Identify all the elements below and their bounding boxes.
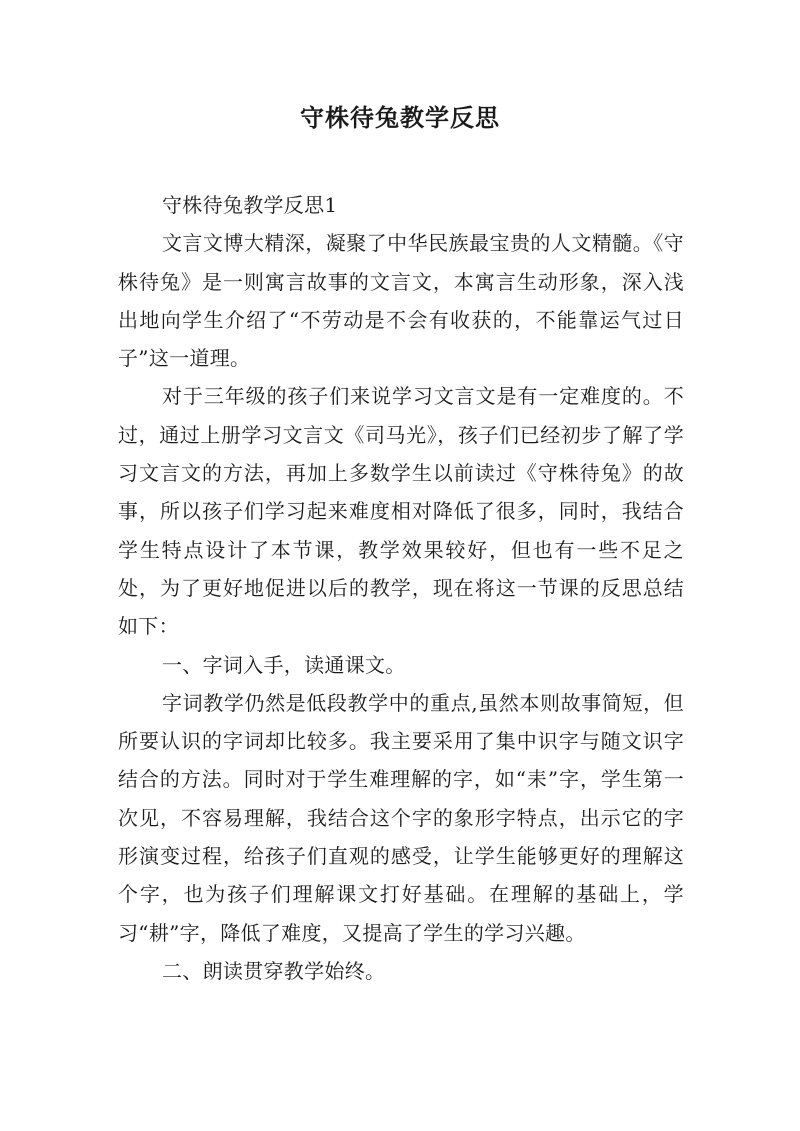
paragraph: 文言文博大精深，凝聚了中华民族最宝贵的人文精髓。《守株待兔》是一则寓言故事的文言文，本寓言生动形象，深入浅出地向学生介绍了“不劳动是不会有收获的，不能靠运气过日子”这一道理。	[118, 231, 684, 371]
subsection-heading: 一、字词入手，读通课文。	[162, 652, 406, 677]
paragraph: 字词教学仍然是低段教学中的重点,虽然本则故事简短，但所要认识的字词却比较多。我主要采用了集中识字与随文识字结合的方法。同时对于学生难理解的字，如“耒”字，学生第一次见，不容易理解，我结合这个字的象形字特点，出示它的字形演变过程，给孩子们直观的感受，让学生能够更好的理解这个字，也为孩子们理解课文打好基础。在理解的基础上，学习“耕”字，降低了难度，又提高了学生的学习兴趣。	[118, 690, 684, 945]
section-heading: 守株待兔教学反思1	[162, 193, 338, 217]
paragraph: 对于三年级的孩子们来说学习文言文是有一定难度的。不过，通过上册学习文言文《司马光》，孩子们已经初步了解了学习文言文的方法，再加上多数学生以前读过《守株待兔》的故事，所以孩子们学习起来难度相对降低了很多，同时，我结合学生特点设计了本节课，教学效果较好，但也有一些不足之处，为了更好地促进以后的教学，现在将这一节课的反思总结如下：	[118, 384, 684, 639]
document-title: 守株待兔教学反思	[300, 104, 500, 132]
subsection-heading: 二、朗读贯穿教学始终。	[162, 958, 386, 983]
document-body	[118, 186, 684, 990]
